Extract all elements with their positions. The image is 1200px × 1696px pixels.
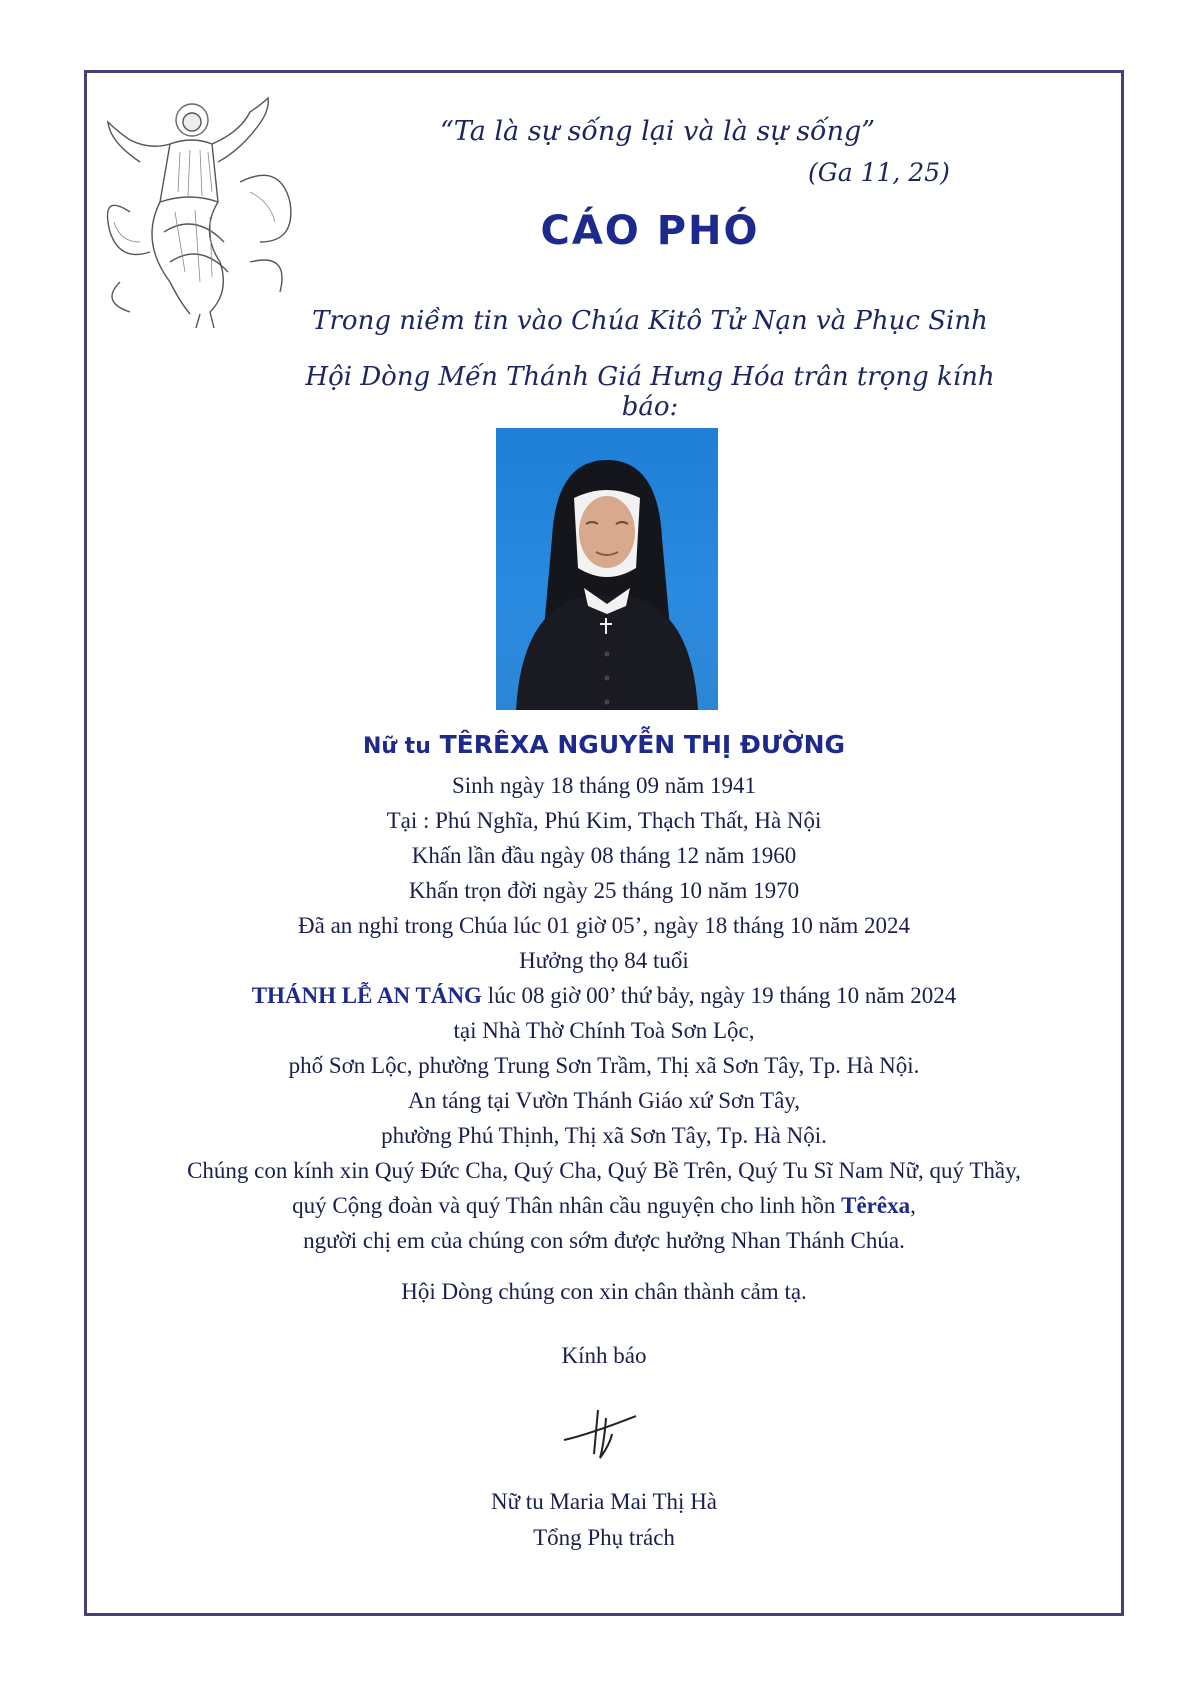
prayer-request-line-1: Chúng con kính xin Quý Đức Cha, Quý Cha, Quý Bề Trên, Quý Tu Sĩ Nam Nữ, quý Thầy, bbox=[187, 1158, 1021, 1183]
prayer-request-line-2 bbox=[84, 1188, 1124, 1223]
scripture-quote: “Ta là sự sống lại và là sự sống” bbox=[440, 116, 876, 147]
risen-christ-illustration bbox=[100, 92, 300, 332]
funeral-mass-time: lúc 08 giờ 00’ thứ bảy, ngày 19 tháng 10 năm 2024 bbox=[481, 983, 957, 1008]
birth-date: Sinh ngày 18 tháng 09 năm 1941 bbox=[451, 773, 757, 798]
prayer-request-line-3: người chị em của chúng con sớm được hưởng Nhan Thánh Chúa. bbox=[303, 1228, 905, 1253]
mass-place-line-2: phố Sơn Lộc, phường Trung Sơn Trầm, Thị xã Sơn Tây, Tp. Hà Nội. bbox=[288, 1053, 920, 1078]
funeral-mass-label: THÁNH LỄ AN TÁNG bbox=[251, 983, 482, 1008]
prayer-name: Têrêxa bbox=[841, 1193, 911, 1218]
name-text: TÊRÊXA NGUYỄN THỊ ĐƯỜNG bbox=[439, 730, 846, 759]
page-title: CÁO PHÓ bbox=[540, 208, 760, 254]
deceased-name bbox=[84, 730, 1124, 759]
signer-name: Nữ tu Maria Mai Thị Hà bbox=[490, 1489, 718, 1514]
birth-place: Tại : Phú Nghĩa, Phú Kim, Thạch Thất, Hà Nội bbox=[386, 808, 822, 833]
portrait-figure bbox=[496, 428, 718, 710]
final-vows: Khấn trọn đời ngày 25 tháng 10 năm 1970 bbox=[408, 878, 800, 903]
prayer-text-c: , bbox=[910, 1193, 916, 1218]
mass-place-line-1: tại Nhà Thờ Chính Toà Sơn Lộc, bbox=[453, 1018, 755, 1043]
intro-line-2: Hội Dòng Mến Thánh Giá Hưng Hóa trân trọng kính báo: bbox=[305, 362, 995, 422]
intro-line-1: Trong niềm tin vào Chúa Kitô Tử Nạn và Phục Sinh bbox=[312, 306, 988, 336]
scripture-reference: (Ga 11, 25) bbox=[808, 158, 950, 187]
portrait-photo bbox=[496, 428, 718, 710]
passing-date: Đã an nghỉ trong Chúa lúc 01 giờ 05’, ngày 18 tháng 10 năm 2024 bbox=[298, 913, 910, 938]
name-prefix: Nữ tu bbox=[362, 734, 431, 759]
burial-line-2: phường Phú Thịnh, Thị xã Sơn Tây, Tp. Hà Nội. bbox=[381, 1123, 827, 1148]
burial-line-1: An táng tại Vườn Thánh Giáo xứ Sơn Tây, bbox=[407, 1088, 801, 1113]
prayer-text-a: quý Cộng đoàn và quý Thân nhân cầu nguyện cho linh hồn bbox=[292, 1193, 842, 1218]
first-vows: Khấn lần đầu ngày 08 tháng 12 năm 1960 bbox=[411, 843, 797, 868]
signer-role: Tổng Phụ trách bbox=[533, 1525, 675, 1550]
age-line: Hưởng thọ 84 tuổi bbox=[519, 948, 689, 973]
funeral-mass-line bbox=[84, 978, 1124, 1013]
thanks-line: Hội Dòng chúng con xin chân thành cảm tạ. bbox=[401, 1279, 807, 1304]
kinh-bao: Kính báo bbox=[561, 1343, 647, 1368]
signature bbox=[560, 1404, 640, 1464]
